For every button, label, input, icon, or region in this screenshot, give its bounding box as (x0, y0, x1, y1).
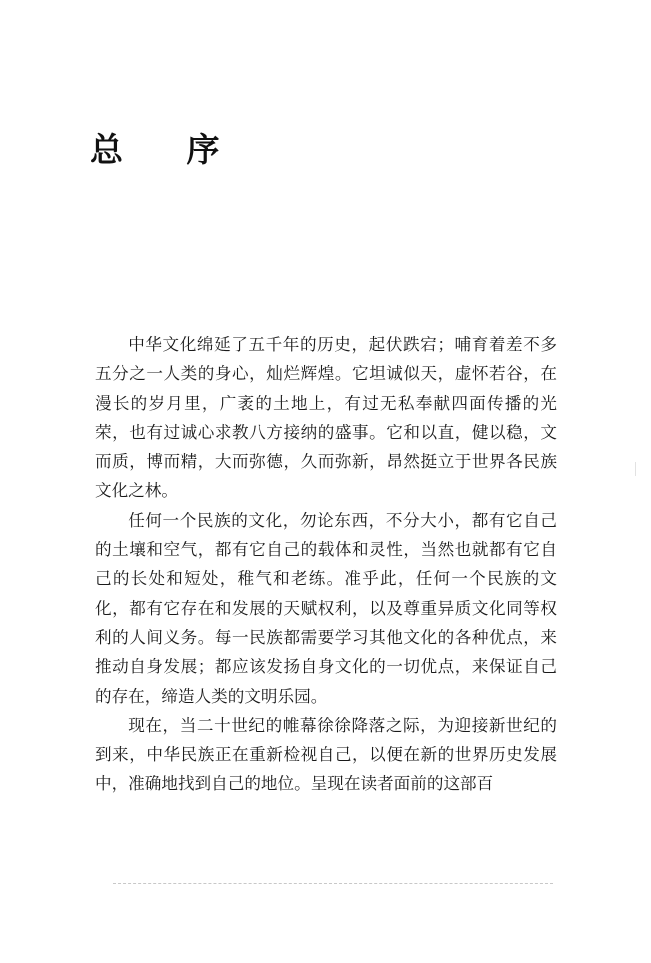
paragraph-2: 任何一个民族的文化，勿论东西，不分大小，都有它自己的土壤和空气，都有它自己的载体和灵性，当然也就都有它自己的长处和短处，稚气和老练。准乎此，任何一个民族的文化，都有它存在和发展的天赋权利，以及尊重异质文化同等权利的人间义务。每一民族都需要学习其他文化的各种优点，来推动自身发展；都应该发扬自身文化的一切优点，来保证自己的存在，缔造人类的文明乐园。 (95, 510, 557, 706)
scan-bottom-rule (113, 883, 553, 884)
paragraph-1: 中华文化绵延了五千年的历史，起伏跌宕；哺育着差不多五分之一人类的身心，灿烂辉煌。它坦诚似天，虚怀若谷，在漫长的岁月里，广袤的土地上，有过无私奉献四面传播的光荣，也有过诚心求教八方接纳的盛事。它和以直，健以稳，文而质，博而精，大而弥德，久而弥新，昂然挺立于世界各民族文化之林。 (95, 335, 557, 501)
body-text (95, 330, 557, 799)
paragraph-3: 现在，当二十世纪的帷幕徐徐降落之际，为迎接新世纪的到来，中华民族正在重新检视自己，以便在新的世界历史发展中，准确地找到自己的地位。呈现在读者面前的这部百 (95, 715, 557, 794)
scan-margin-mark (635, 462, 636, 476)
page-title: 总 序 (90, 130, 246, 169)
